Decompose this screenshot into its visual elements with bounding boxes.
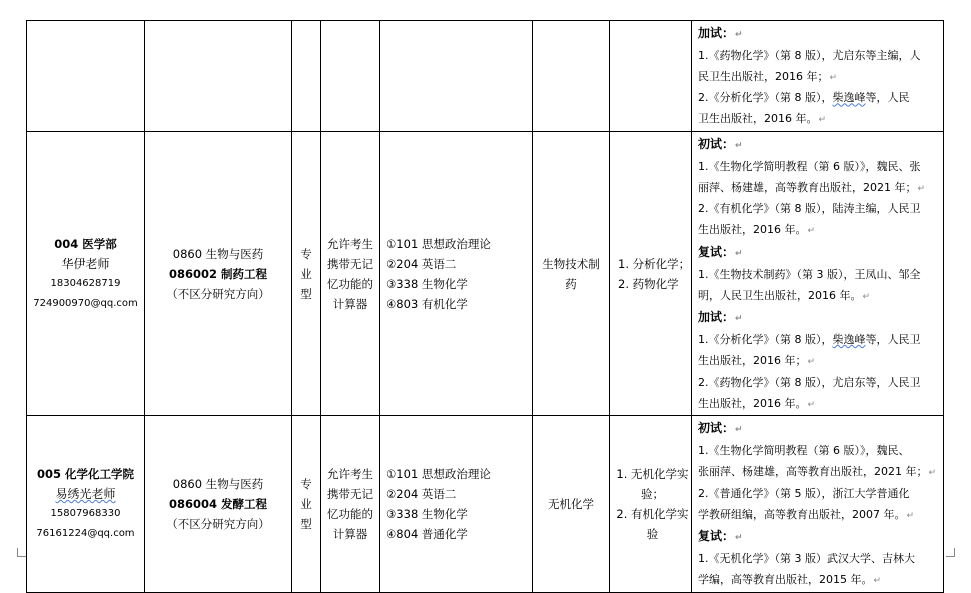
book-item: 1.《生物化学简明教程（第 6 版）》，魏民、张 bbox=[698, 159, 921, 173]
field-code: 0860 生物与医药 bbox=[172, 477, 264, 492]
extra-subject-cell bbox=[610, 21, 692, 132]
program-note: （不区分研究方向） bbox=[166, 517, 270, 532]
retest-subject-cell bbox=[533, 416, 610, 592]
contact-teacher: 华伊老师 bbox=[61, 256, 110, 271]
table-row bbox=[27, 21, 944, 132]
book-item: 1.《无机化学》（第 3 版）武汉大学、吉林大 bbox=[698, 552, 915, 566]
book-item: 生出版社，2016 年；↵ bbox=[698, 353, 816, 367]
table-row bbox=[27, 131, 944, 415]
dept-cell bbox=[27, 131, 145, 415]
dept-cell bbox=[27, 416, 145, 592]
books-section-title: 复试：↵ bbox=[698, 244, 743, 259]
program-cell bbox=[145, 416, 292, 592]
degree-type: 专业型 bbox=[300, 246, 312, 301]
calculator-note: 允许考生携带无记忆功能的计算器 bbox=[327, 467, 373, 542]
books-section-title: 初试：↵ bbox=[698, 136, 743, 151]
exam-subject: ④803 有机化学 bbox=[386, 296, 468, 311]
book-item: 学教研组编，高等教育出版社，2007 年。↵ bbox=[698, 507, 915, 521]
book-item: 1.《分析化学》（第 8 版），柴逸峰等，人民卫 bbox=[698, 333, 921, 347]
major-code: 086004 发酵工程 bbox=[168, 497, 267, 512]
contact-email: 724900970@qq.com bbox=[33, 297, 138, 309]
book-item: 生出版社，2016 年。↵ bbox=[698, 396, 816, 410]
exam-subject: ②204 英语二 bbox=[386, 487, 457, 502]
calculator-note: 允许考生携带无记忆功能的计算器 bbox=[327, 236, 373, 311]
retest-subject-cell bbox=[533, 131, 610, 415]
reference-books-cell bbox=[692, 416, 944, 592]
exam-subject: ①101 思想政治理论 bbox=[386, 467, 491, 482]
contact-phone: 18304628719 bbox=[50, 277, 121, 289]
type-cell bbox=[292, 21, 321, 132]
exam-subject: ④804 普通化学 bbox=[386, 527, 468, 542]
program-cell bbox=[145, 131, 292, 415]
dept-cell bbox=[27, 21, 145, 132]
dept-name: 005 化学化工学院 bbox=[36, 467, 134, 482]
reference-books-cell bbox=[692, 21, 944, 132]
book-item: 丽萍、杨建雄，高等教育出版社，2021 年；↵ bbox=[698, 180, 926, 194]
book-item: 2.《普通化学》（第 5 版），浙江大学普通化 bbox=[698, 486, 910, 500]
books-section-title: 初试：↵ bbox=[698, 421, 743, 436]
page-margin-marker bbox=[17, 548, 26, 557]
book-item: 生出版社，2016 年。↵ bbox=[698, 223, 816, 237]
books-section-title: 加试：↵ bbox=[698, 26, 743, 40]
program-note: （不区分研究方向） bbox=[166, 286, 270, 301]
book-item: 2.《药物化学》（第 8 版），尤启东等，人民卫 bbox=[698, 375, 921, 389]
book-item: 明，人民卫生出版社，2016 年。↵ bbox=[698, 288, 871, 302]
type-cell bbox=[292, 416, 321, 592]
exam-subjects-cell bbox=[380, 416, 533, 592]
table-row bbox=[27, 416, 944, 592]
retest-subject-cell bbox=[533, 21, 610, 132]
extra-subject: 2. 药物化学 bbox=[618, 276, 679, 291]
exam-subjects-cell bbox=[380, 21, 533, 132]
calculator-cell bbox=[321, 416, 380, 592]
field-code: 0860 生物与医药 bbox=[172, 246, 264, 261]
book-item: 卫生出版社，2016 年。↵ bbox=[698, 112, 827, 126]
program-cell bbox=[145, 21, 292, 132]
book-item: 学编，高等教育出版社，2015 年。↵ bbox=[698, 572, 882, 586]
exam-subject: ③338 生物化学 bbox=[386, 507, 468, 522]
exam-subject: ①101 思想政治理论 bbox=[386, 236, 491, 251]
book-item: 2.《有机化学》（第 8 版），陆涛主编，人民卫 bbox=[698, 202, 921, 216]
degree-type: 专业型 bbox=[300, 477, 312, 532]
calculator-cell bbox=[321, 131, 380, 415]
books-section-title: 复试：↵ bbox=[698, 529, 743, 544]
extra-subject-cell bbox=[610, 131, 692, 415]
extra-subject: 1. 分析化学； bbox=[618, 256, 691, 271]
dept-name: 004 医学部 bbox=[54, 236, 117, 251]
contact-phone: 15807968330 bbox=[50, 508, 121, 520]
calculator-cell bbox=[321, 21, 380, 132]
extra-subject-cell bbox=[610, 416, 692, 592]
book-item: 1.《药物化学》（第 8 版），尤启东等主编，人 bbox=[698, 48, 921, 62]
exam-subject: ②204 英语二 bbox=[386, 256, 457, 271]
book-item: 2.《分析化学》（第 8 版），柴逸峰等，人民 bbox=[698, 91, 910, 105]
book-item: 民卫生出版社，2016 年；↵ bbox=[698, 69, 838, 83]
extra-subject: 1. 无机化学实验； bbox=[616, 467, 689, 502]
book-item: 1.《生物化学简明教程（第 6 版）》，魏民、 bbox=[698, 444, 910, 458]
books-section-title: 加试：↵ bbox=[698, 310, 743, 325]
retest-subject: 无机化学 bbox=[548, 497, 594, 512]
book-item: 1.《生物技术制药》（第 3 版），王凤山、邹全 bbox=[698, 267, 921, 281]
admissions-table bbox=[26, 20, 944, 593]
reference-books-cell bbox=[692, 131, 944, 415]
book-item: 张丽萍、杨建雄，高等教育出版社，2021 年；↵ bbox=[698, 464, 937, 478]
exam-subject: ③338 生物化学 bbox=[386, 276, 468, 291]
major-code: 086002 制药工程 bbox=[168, 266, 267, 281]
contact-email: 76161224@qq.com bbox=[36, 528, 135, 540]
page-margin-marker bbox=[946, 548, 955, 557]
extra-subject: 2. 有机化学实验 bbox=[616, 507, 689, 542]
exam-subjects-cell bbox=[380, 131, 533, 415]
retest-subject: 生物技术制药 bbox=[542, 256, 600, 291]
contact-teacher: 易绣光老师 bbox=[55, 487, 116, 502]
type-cell bbox=[292, 131, 321, 415]
